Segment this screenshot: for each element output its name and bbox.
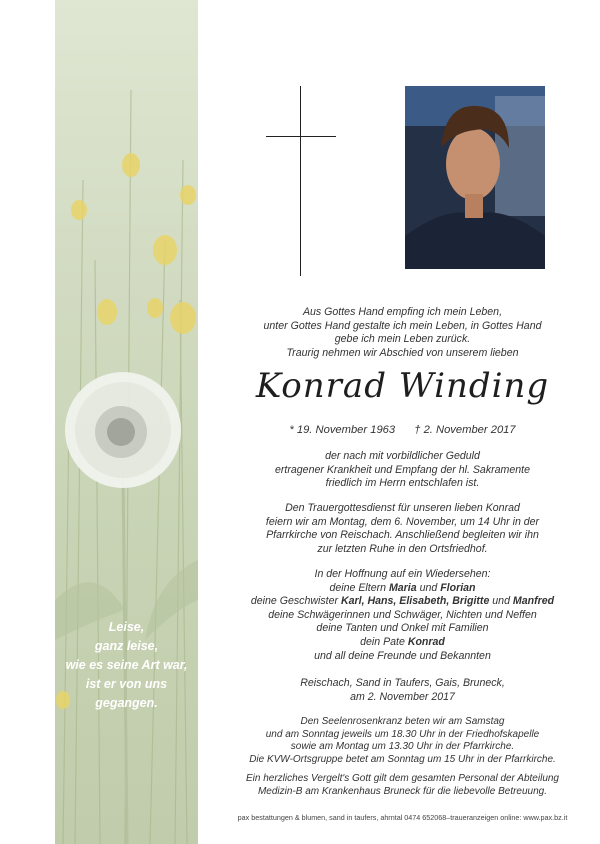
godfather-name: Konrad bbox=[407, 635, 445, 648]
illness-text bbox=[215, 450, 590, 491]
illness-line: der nach mit vorbildlicher Geduld bbox=[325, 450, 480, 462]
mourners-intro: In der Hoffnung auf ein Wiedersehen: bbox=[314, 568, 491, 580]
place-line: am 2. November 2017 bbox=[350, 690, 455, 703]
sibling-names: Karl, Hans, Elisabeth, Brigitte bbox=[340, 595, 490, 608]
meadow-illustration bbox=[55, 0, 198, 844]
siblings-line: deine Geschwister Karl, Hans, Elisabeth, Brigitte und Manfred bbox=[250, 595, 555, 608]
memorial-poem bbox=[55, 618, 198, 713]
poem-line: wie es seine Art war, bbox=[65, 658, 188, 672]
portrait-photo bbox=[405, 86, 545, 269]
life-dates bbox=[215, 424, 590, 436]
friends-line: und all deine Freunde und Bekannten bbox=[314, 649, 491, 662]
funeral-service-text bbox=[215, 502, 590, 556]
sibling-name: Manfred bbox=[512, 595, 555, 608]
death-date: † 2. November 2017 bbox=[414, 424, 516, 436]
poem-line: ist er von uns bbox=[85, 677, 168, 691]
godfather-line: dein Pate Konrad bbox=[360, 635, 445, 648]
aunts-line: deine Tanten und Onkel mit Familien bbox=[316, 622, 489, 635]
service-line: feiern wir am Montag, dem 6. November, um 14 Uhr in der bbox=[265, 515, 540, 528]
poem-line: gegangen. bbox=[95, 696, 158, 710]
service-line: Den Trauergottesdienst für unseren lieben Konrad bbox=[285, 502, 520, 514]
thanks-text bbox=[215, 773, 590, 798]
deceased-name: Konrad Winding bbox=[255, 366, 550, 406]
funeral-home-footer: pax bestattungen & blumen, sand in taufers, ahrntal 0474 652068–traueranzeigen online: www.pax.bz.it bbox=[237, 813, 568, 822]
poem-line: ganz leise, bbox=[94, 639, 159, 653]
inlaws-line: deine Schwägerinnen und Schwäger, Nichten und Neffen bbox=[268, 608, 537, 621]
cross-icon bbox=[266, 86, 336, 276]
place-line: Reischach, Sand in Taufers, Gais, Bruneck, bbox=[300, 677, 505, 689]
parent-name: Maria bbox=[388, 581, 417, 594]
rosary-text bbox=[215, 716, 590, 766]
place-date bbox=[215, 677, 590, 704]
intro-line: gebe ich mein Leben zurück. bbox=[334, 333, 471, 346]
illness-line: friedlich im Herrn entschlafen ist. bbox=[325, 477, 480, 490]
parent-name: Florian bbox=[440, 581, 476, 594]
thanks-line: Medizin-B am Krankenhaus Bruneck für die liebevolle Betreuung. bbox=[257, 785, 548, 797]
rosary-line: Den Seelenrosenkranz beten wir am Samstag bbox=[300, 716, 505, 727]
intro-verse bbox=[215, 306, 590, 360]
illness-line: ertragener Krankheit und Empfang der hl. Sakramente bbox=[275, 463, 530, 476]
thanks-line: Ein herzliches Vergelt's Gott gilt dem gesamten Personal der Abteilung bbox=[246, 773, 559, 784]
rosary-line: Die KVW-Ortsgruppe betet am Sonntag um 15 Uhr in der Pfarrkirche. bbox=[249, 753, 556, 765]
service-line: Pfarrkirche von Reischach. Anschließend begleiten wir ihn bbox=[266, 529, 539, 542]
poem-line: Leise, bbox=[108, 620, 145, 634]
birth-date: * 19. November 1963 bbox=[289, 424, 396, 436]
service-line: zur letzten Ruhe in den Ortsfriedhof. bbox=[317, 542, 488, 555]
intro-line: Aus Gottes Hand empfing ich mein Leben, bbox=[302, 306, 503, 318]
parents-line: deine Eltern Maria und Florian bbox=[329, 581, 476, 594]
mourners-list bbox=[215, 568, 590, 663]
rosary-line: und am Sonntag jeweils um 18.30 Uhr in der Friedhofskapelle bbox=[265, 728, 540, 740]
intro-line: Traurig nehmen wir Abschied von unserem lieben bbox=[286, 346, 519, 359]
intro-line: unter Gottes Hand gestalte ich mein Leben, in Gottes Hand bbox=[263, 319, 542, 332]
meadow-dandelion-image bbox=[55, 0, 198, 844]
rosary-line: sowie am Montag um 13.30 Uhr in der Pfarrkirche. bbox=[290, 741, 515, 753]
